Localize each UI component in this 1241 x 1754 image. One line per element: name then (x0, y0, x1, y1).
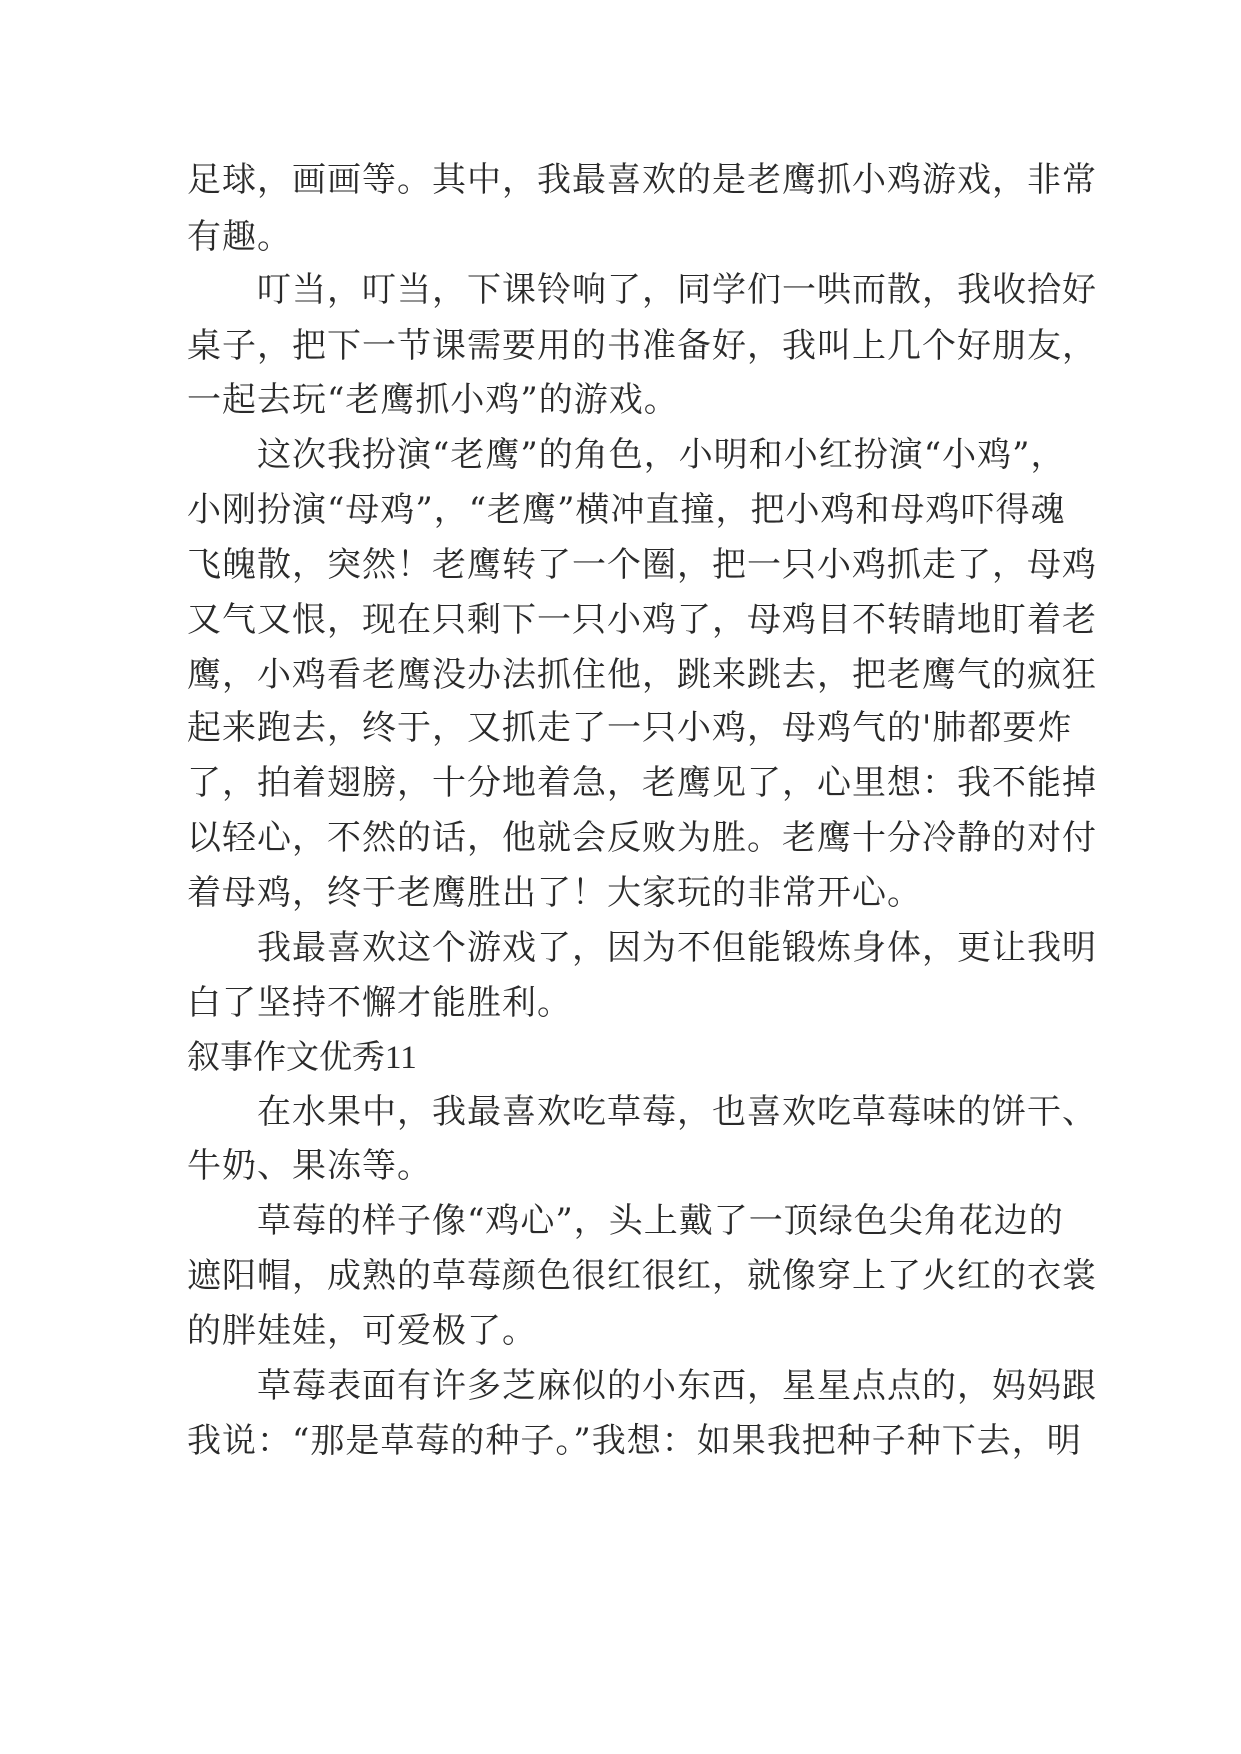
text-line: 一起去玩“老鹰抓小鸡”的游戏。 (187, 380, 679, 420)
text-line: 这次我扮演“老鹰”的角色，小明和小红扮演“小鸡”， (187, 435, 1066, 475)
text-line: 草莓表面有许多芝麻似的小东西，星星点点的，妈妈跟 (187, 1366, 1097, 1406)
text-line: 我最喜欢这个游戏了，因为不但能锻炼身体，更让我明 (187, 928, 1097, 968)
section-heading: 叙事作文优秀11 (187, 1040, 417, 1076)
text-line: 有趣。 (187, 217, 292, 257)
text-line: 桌子，把下一节课需要用的书准备好，我叫上几个好朋友， (187, 326, 1097, 366)
text-line: 起来跑去，终于，又抓走了一只小鸡，母鸡气的'肺都要炸 (187, 708, 1073, 748)
text-line: 在水果中，我最喜欢吃草莓，也喜欢吃草莓味的饼干、 (187, 1092, 1097, 1132)
text-line: 牛奶、果冻等。 (187, 1146, 432, 1186)
text-line: 飞魄散，突然！老鹰转了一个圈，把一只小鸡抓走了，母鸡 (187, 545, 1097, 585)
text-line: 的胖娃娃，可爱极了。 (187, 1311, 537, 1351)
text-line: 足球，画画等。其中，我最喜欢的是老鹰抓小鸡游戏，非常 (187, 160, 1097, 200)
text-line: 叮当，叮当，下课铃响了，同学们一哄而散，我收拾好 (187, 270, 1097, 310)
text-line: 草莓的样子像“鸡心”，头上戴了一顶绿色尖角花边的 (187, 1201, 1064, 1241)
text-line: 了，拍着翅膀，十分地着急，老鹰见了，心里想：我不能掉 (187, 763, 1097, 803)
text-line: 白了坚持不懈才能胜利。 (187, 983, 572, 1023)
text-line: 我说：“那是草莓的种子。”我想：如果我把种子种下去，明 (187, 1421, 1082, 1461)
text-line: 以轻心，不然的话，他就会反败为胜。老鹰十分冷静的对付 (187, 818, 1097, 858)
text-line: 鹰，小鸡看老鹰没办法抓住他，跳来跳去，把老鹰气的疯狂 (187, 655, 1097, 695)
text-line: 遮阳帽，成熟的草莓颜色很红很红，就像穿上了火红的衣裳 (187, 1256, 1097, 1296)
text-line: 又气又恨，现在只剩下一只小鸡了，母鸡目不转睛地盯着老 (187, 600, 1097, 640)
text-line: 着母鸡，终于老鹰胜出了！大家玩的非常开心。 (187, 873, 922, 913)
text-line: 小刚扮演“母鸡”，“老鹰”横冲直撞，把小鸡和母鸡吓得魂 (187, 490, 1066, 530)
